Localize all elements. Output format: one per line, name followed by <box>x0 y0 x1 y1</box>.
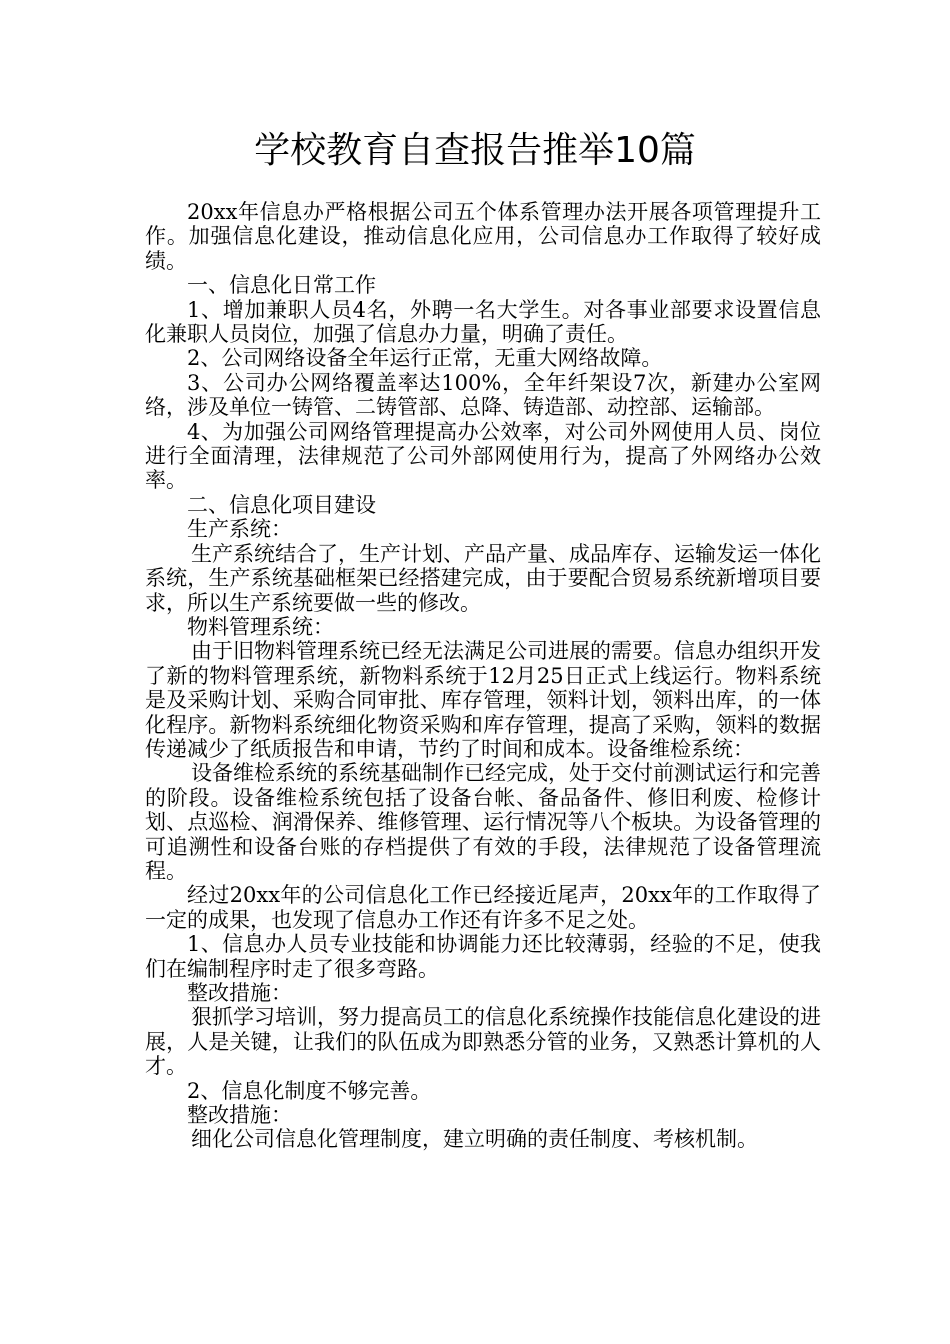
body-paragraph: 生产系统： <box>187 517 292 542</box>
body-paragraph: 经过20xx年的公司信息化工作已经接近尾声，20xx年的工作取得了一定的成果，也发现了信息办工作还有许多不足之处。 <box>145 883 821 932</box>
body-paragraph: 细化公司信息化管理制度，建立明确的责任制度、考核机制。 <box>191 1127 758 1152</box>
document-body <box>145 200 821 1152</box>
body-paragraph: 物料管理系统： <box>187 614 334 639</box>
body-paragraph: 二、信息化项目建设 <box>187 492 376 517</box>
body-paragraph: 2、信息化制度不够完善。 <box>187 1078 432 1103</box>
body-paragraph: 狠抓学习培训，努力提高员工的信息化系统操作技能信息化建设的进展，人是关键，让我们的队伍成为即熟悉分管的业务，又熟悉计算机的人才。 <box>145 1005 821 1079</box>
body-paragraph: 3、公司办公网络覆盖率达100%，全年纤架设7次，新建办公室网络，涉及单位一铸管、二铸管部、总降、铸造部、动控部、运输部。 <box>145 370 821 420</box>
body-paragraph: 整改措施： <box>187 981 292 1005</box>
page-title: 学校教育自查报告推举10篇 <box>254 130 696 171</box>
body-paragraph: 1、信息办人员专业技能和协调能力还比较薄弱，经验的不足，使我们在编制程序时走了很多弯路。 <box>145 932 821 981</box>
body-paragraph: 生产系统结合了，生产计划、产品产量、成品库存、运输发运一体化系统，生产系统基础框架已经搭建完成，由于要配合贸易系统新增项目要求，所以生产系统要做一些的修改。 <box>145 541 821 615</box>
body-paragraph: 一、信息化日常工作 <box>187 273 376 298</box>
body-paragraph: 1、增加兼职人员4名，外聘一名大学生。对各事业部要求设置信息化兼职人员岗位，加强了信息办力量，明确了责任。 <box>145 297 821 347</box>
body-paragraph: 整改措施： <box>187 1103 292 1128</box>
body-paragraph: 设备维检系统的系统基础制作已经完成，处于交付前测试运行和完善的阶段。设备维检系统包括了设备台帐、备品备件、修旧利废、检修计划、点巡检、润滑保养、维修管理、运行情况等八个板块。为设备管理的可追溯性和设备台账的存档提供了有效的手段，法律规范了设备管理流程。 <box>145 761 821 883</box>
body-paragraph: 2、公司网络设备全年运行正常，无重大网络故障。 <box>187 346 663 371</box>
body-paragraph: 4、为加强公司网络管理提高办公效率，对公司外网使用人员、岗位进行全面清理，法律规范了公司外部网使用行为，提高了外网络办公效率。 <box>145 419 821 493</box>
body-paragraph: 20xx年信息办严格根据公司五个体系管理办法开展各项管理提升工作。加强信息化建设，推动信息化应用，公司信息办工作取得了较好成绩。 <box>145 200 821 273</box>
body-paragraph: 由于旧物料管理系统已经无法满足公司进展的需要。信息办组织开发了新的物料管理系统，新物料系统于12月25日正式上线运行。物料系统是及采购计划、采购合同审批、库存管理，领料计划，领料出库，的一体化程序。新物料系统细化物资采购和库存管理，提高了采购，领料的数据传递减少了纸质报告和申请，节约了时间和成本。设备维检系统： <box>145 639 821 761</box>
